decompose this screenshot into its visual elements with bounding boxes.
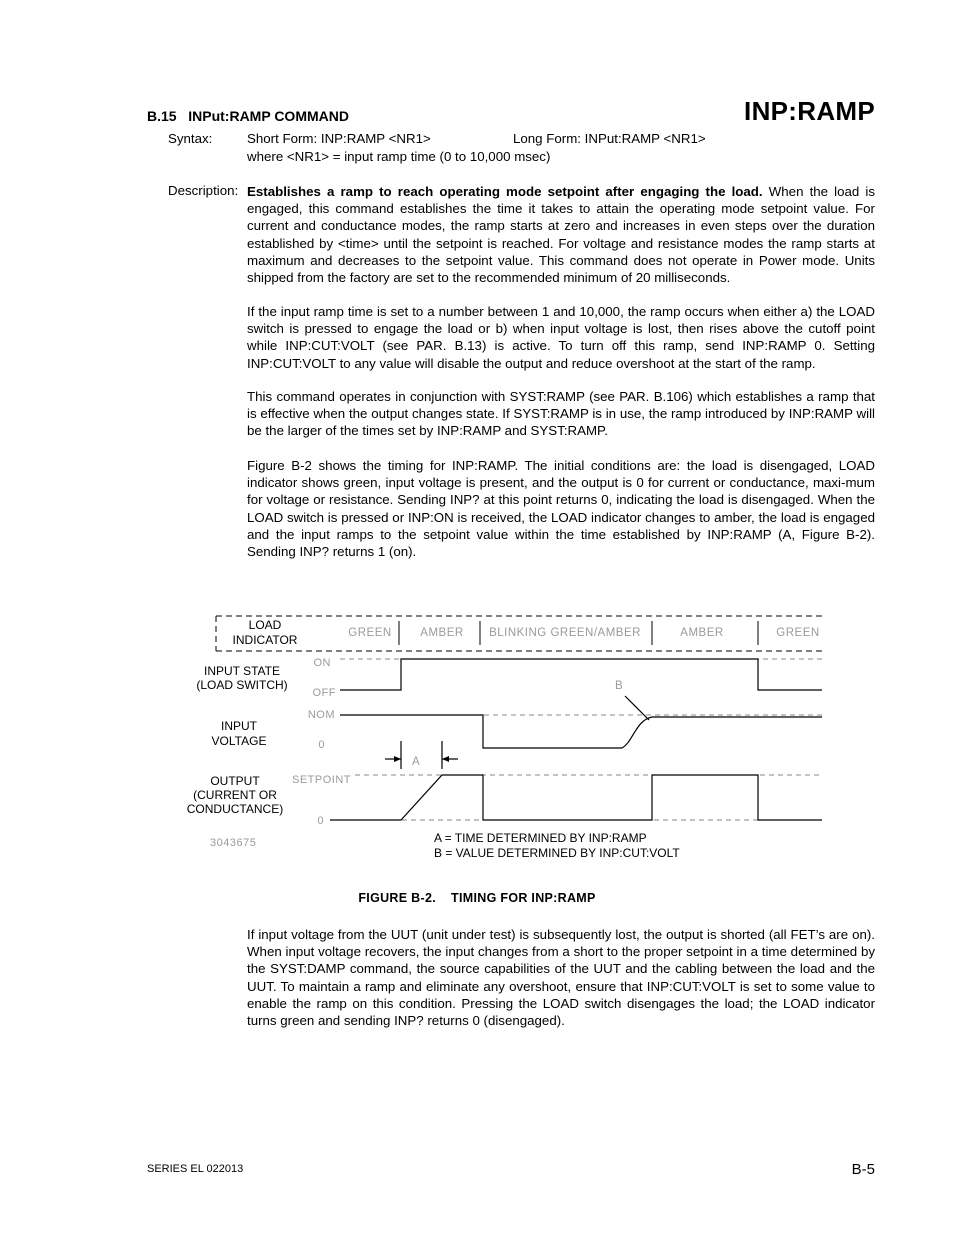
description-paragraph-4: Figure B-2 shows the timing for INP:RAMP. The initial conditions are: the load is disengaged, LOAD indicator shows green, input voltage is present, and the output is 0 for current or conductance, maxi-mum for voltage or resistance. Sending INP? at this point returns 0, indicating the load is disengaged. When the LOAD switch is pressed or INP:ON is received, the LOAD indicator changes to amber, the load is engaged and the input ramps to the setpoint value within the time established by INP:RAMP (A, Figure B-2). Sending INP? returns 1 (on).	[247, 458, 875, 560]
level-setpoint: SETPOINT	[291, 774, 351, 786]
marker-b-label: B	[615, 680, 623, 692]
label-conductance: CONDUCTANCE)	[186, 802, 284, 816]
section-title: INPut:RAMP COMMAND	[188, 108, 349, 124]
footer-series: SERIES EL 022013	[147, 1163, 244, 1175]
description-paragraph-3: This command operates in conjunction with SYST:RAMP (see PAR. B.106) which establishes a ramp that is effective when the output changes state. If SYST:RAMP is in use, the ramp introduced by INP:RAMP will be the larger of the times set by INP:RAMP and SYST:RAMP.	[247, 389, 875, 439]
level-zero-voltage: 0	[318, 739, 325, 751]
figure-caption: FIGURE B-2. TIMING FOR INP:RAMP	[358, 891, 596, 905]
level-nom: NOM	[307, 709, 335, 721]
indicator-state-green-1: GREEN	[348, 627, 392, 639]
label-load: LOAD	[248, 618, 282, 632]
indicator-state-amber-1: AMBER	[420, 627, 464, 639]
marker-a-label: A	[412, 756, 420, 768]
label-output: OUTPUT	[210, 774, 260, 788]
closing-paragraph: If input voltage from the UUT (unit under test) is subsequently lost, the output is shorted (all FET’s are on). When input voltage recovers, the input changes from a short to the proper setpoint in a time determined by the SYST:DAMP command, the source capabilities of the UUT and the cabling between the load and the UUT. To maintain a ramp and eliminate any overshoot, ensure that INP:CUT:VOLT is set to some value to enable the ramp on this condition. Pressing the LOAD switch disengages the load; the LOAD indicator turns green and sending INP? returns 0 (disengaged).	[247, 927, 875, 1029]
label-load-switch: (LOAD SWITCH)	[196, 678, 288, 692]
waveform-output	[330, 775, 822, 820]
legend-a: A = TIME DETERMINED BY INP:RAMP	[434, 831, 647, 845]
description-label: Description:	[168, 183, 239, 198]
arrowhead-a-right	[442, 756, 449, 762]
syntax-label: Syntax:	[168, 131, 213, 146]
section-number: B.15	[147, 108, 177, 124]
timing-diagram	[0, 600, 954, 870]
label-voltage: VOLTAGE	[211, 734, 267, 748]
indicator-state-green-2: GREEN	[776, 627, 820, 639]
label-input: INPUT	[221, 719, 257, 733]
level-zero-output: 0	[317, 815, 324, 827]
description-paragraph-2: If the input ramp time is set to a number between 1 and 10,000, the ramp occurs when either a) the LOAD switch is pressed to engage the load or b) when input voltage is lost, then rises above the cutoff point while INP:CUT:VOLT (see PAR. B.13) is active. To turn off this ramp, send INP:RAMP 0. Setting INP:CUT:VOLT to any value will disable the output and reduce overshoot at the start of the ramp.	[247, 304, 875, 371]
command-title: INP:RAMP	[744, 96, 875, 126]
marker-b-leader	[625, 696, 649, 720]
label-indicator: INDICATOR	[232, 633, 298, 647]
indicator-state-blinking: BLINKING GREEN/AMBER	[489, 627, 641, 639]
waveform-input-state	[340, 659, 822, 690]
label-input-state: INPUT STATE	[203, 664, 281, 678]
label-current-or: (CURRENT OR	[193, 788, 277, 802]
indicator-state-amber-2: AMBER	[680, 627, 724, 639]
arrowhead-a-left	[394, 756, 401, 762]
legend-b: B = VALUE DETERMINED BY INP:CUT:VOLT	[434, 846, 680, 860]
figure-id: 3043675	[210, 837, 257, 849]
syntax-short-form: Short Form: INP:RAMP <NR1>	[247, 131, 431, 146]
description-lead-rest: When the load is engaged, this command establishes the time it takes to attain the operating mode setpoint value. For current and conductance modes, the ramp starts at zero and increases in even steps over the duration established by <time> until the setpoint is reached. For voltage and resistance modes the ramp starts at maximum and decreases to the setpoint value. This command does not operate in Power mode. Units shipped from the factory are set to the recommended minimum of 20 milliseconds.	[247, 184, 875, 286]
footer-page-number: B-5	[851, 1161, 875, 1178]
level-on: ON	[313, 657, 331, 669]
section-heading	[147, 108, 349, 124]
syntax-where: where <NR1> = input ramp time (0 to 10,000 msec)	[247, 149, 551, 164]
description-lead-bold: Establishes a ramp to reach operating mode setpoint after engaging the load.	[247, 184, 763, 199]
waveform-input-voltage	[340, 715, 822, 748]
level-off: OFF	[312, 687, 336, 699]
description-paragraph-1	[247, 183, 875, 286]
syntax-long-form: Long Form: INPut:RAMP <NR1>	[513, 131, 706, 146]
